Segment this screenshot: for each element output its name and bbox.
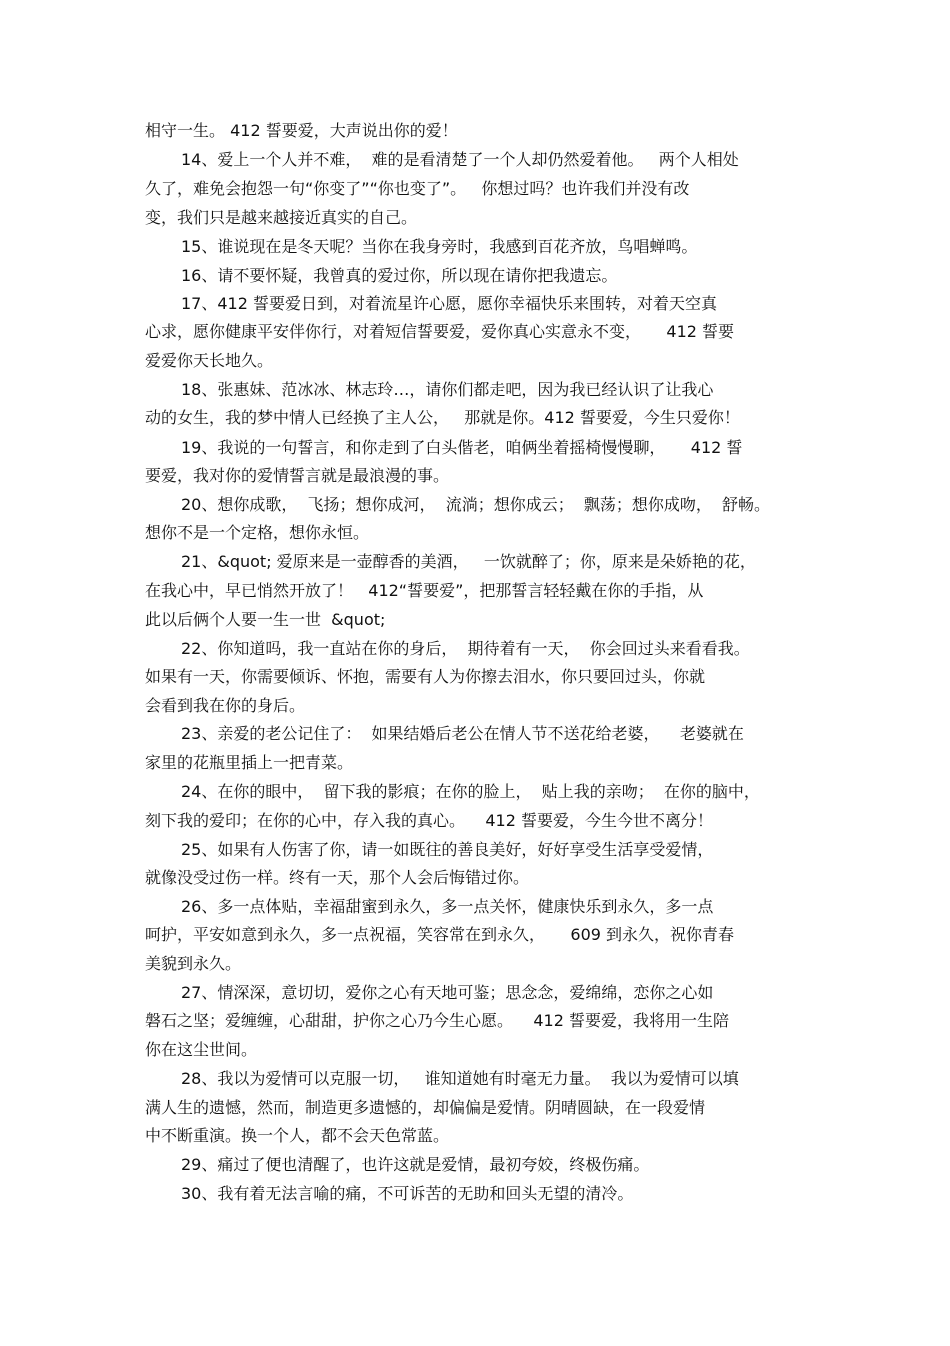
text-line: 14、爱上一个人并不难， 难的是看清楚了一个人却仍然爱着他。 两个人相处 [181, 150, 739, 169]
text-line: 29、痛过了便也清醒了，也许这就是爱情，最初夸姣，终极伤痛。 [181, 1155, 650, 1174]
text-line: 就像没受过伤一样。终有一天，那个人会后悔错过你。 [145, 868, 530, 887]
text-line: 24、在你的眼中， 留下我的影痕；在你的脸上， 贴上我的亲吻； 在你的脑中， [181, 782, 760, 801]
text-line: 30、我有着无法言喻的痛，不可诉苦的无助和回头无望的清冷。 [181, 1184, 634, 1203]
text-line: 20、想你成歌， 飞扬；想你成河， 流淌；想你成云； 飘荡；想你成吻， 舒畅。 [181, 495, 771, 514]
text-line: 27、情深深，意切切，爱你之心有天地可鉴；思念念，爱绵绵，恋你之心如 [181, 983, 714, 1002]
text-line: 18、张惠妹、范冰冰、林志玲…，请你们都走吧，因为我已经认识了让我心 [181, 380, 714, 399]
text-line: 相守一生。 412 誓要爱，大声说出你的爱！ [145, 121, 458, 140]
text-line: 22、你知道吗，我一直站在你的身后， 期待着有一天， 你会回过头来看看我。 [181, 639, 750, 658]
text-line: 23、亲爱的老公记住了： 如果结婚后老公在情人节不送花给老婆， 老婆就在 [181, 724, 744, 743]
text-line: 16、请不要怀疑，我曾真的爱过你，所以现在请你把我遗忘。 [181, 266, 618, 285]
text-line: 久了，难免会抱怨一句“你变了”“你也变了”。 你想过吗？也许我们并没有改 [145, 179, 690, 198]
text-line: 17、412 誓要爱日到，对着流星许心愿，愿你幸福快乐来围转，对着天空真 [181, 294, 717, 313]
text-line: 动的女生，我的梦中情人已经换了主人公， 那就是你。412 誓要爱，今生只爱你！ [145, 408, 740, 427]
text-line: 变，我们只是越来越接近真实的自己。 [145, 208, 418, 227]
text-line: 26、多一点体贴，幸福甜蜜到永久，多一点关怀，健康快乐到永久，多一点 [181, 897, 714, 916]
text-line: 15、谁说现在是冬天呢？当你在我身旁时，我感到百花齐放，鸟唱蝉鸣。 [181, 237, 698, 256]
text-line: 你在这尘世间。 [145, 1040, 258, 1059]
text-line: 25、如果有人伤害了你，请一如既往的善良美好，好好享受生活享受爱情， [181, 840, 714, 859]
text-line: 磐石之坚；爱缠缠，心甜甜，护你之心乃今生心愿。 412 誓要爱，我将用一生陪 [145, 1011, 729, 1030]
text-line: 中不断重演。换一个人，都不会天色常蓝。 [145, 1126, 450, 1145]
text-line: 如果有一天，你需要倾诉、怀抱，需要有人为你擦去泪水，你只要回过头，你就 [145, 667, 706, 686]
text-line: 在我心中，早已悄然开放了！ 412“誓要爱”，把那誓言轻轻戴在你的手指，从 [145, 581, 704, 600]
text-line: 美貌到永久。 [145, 954, 242, 973]
text-line: 刻下我的爱印；在你的心中，存入我的真心。 412 誓要爱，今生今世不离分！ [145, 811, 713, 830]
text-line: 28、我以为爱情可以克服一切， 谁知道她有时毫无力量。 我以为爱情可以填 [181, 1069, 739, 1088]
text-line: 家里的花瓶里插上一把青菜。 [145, 753, 354, 772]
text-line: 会看到我在你的身后。 [145, 696, 306, 715]
text-line: 要爱，我对你的爱情誓言就是最浪漫的事。 [145, 466, 450, 485]
text-line: 爱爱你天长地久。 [145, 351, 274, 370]
text-line: 呵护，平安如意到永久，多一点祝福，笑容常在到永久， 609 到永久，祝你青春 [145, 925, 735, 944]
text-line: 19、我说的一句誓言，和你走到了白头偕老，咱俩坐着摇椅慢慢聊， 412 誓 [181, 438, 743, 457]
text-line: 21、&quot; 爱原来是一壶醇香的美酒， 一饮就醉了；你，原来是朵娇艳的花， [181, 552, 756, 571]
text-line: 心求，愿你健康平安伴你行，对着短信誓要爱，爱你真心实意永不变， 412 誓要 [145, 322, 735, 341]
text-line: 想你不是一个定格，想你永恒。 [145, 523, 370, 542]
text-line: 此以后俩个人要一生一世 &quot; [145, 610, 386, 629]
text-line: 满人生的遗憾，然而，制造更多遗憾的，却偏偏是爱情。阴晴圆缺，在一段爱情 [145, 1098, 706, 1117]
